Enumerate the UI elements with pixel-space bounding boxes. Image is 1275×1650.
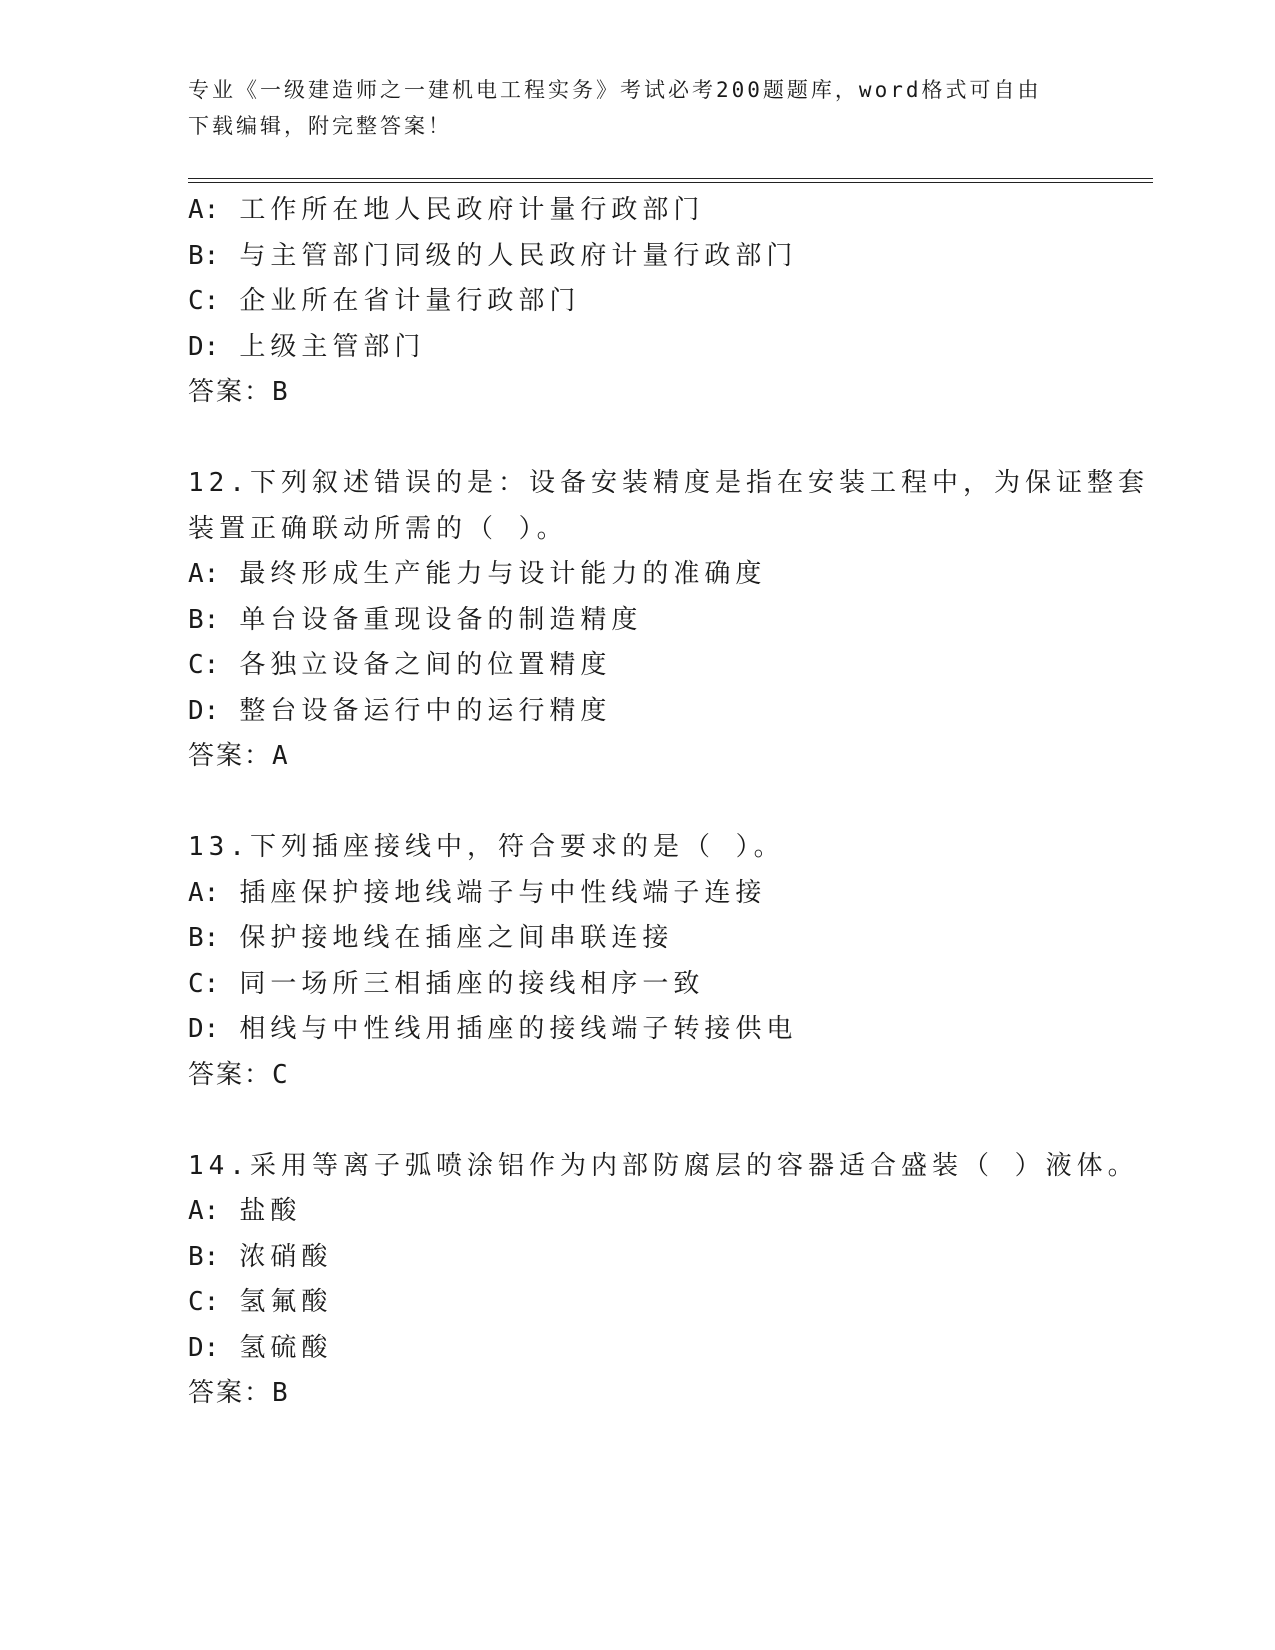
header-line-2: 下载编辑，附完整答案！: [188, 114, 452, 138]
option-a: A: 工作所在地人民政府计量行政部门: [188, 195, 705, 225]
option-text: 同一场所三相插座的接线相序一致: [239, 968, 705, 999]
question-block-11-continued: [188, 188, 1118, 416]
option-text: 保护接地线在插座之间串联连接: [239, 923, 674, 953]
option-text: 相线与中性线用插座的接线端子转接供电: [239, 1014, 798, 1044]
option-c: C: 各独立设备之间的位置精度: [188, 650, 612, 680]
option-text: 氢硫酸: [239, 1332, 333, 1363]
header-divider-bottom: [188, 182, 1153, 183]
option-text: 工作所在地人民政府计量行政部门: [239, 195, 705, 225]
option-text: 氢氟酸: [239, 1287, 333, 1317]
option-text: 插座保护接地线端子与中性线端子连接: [239, 877, 767, 908]
option-b: B: 浓硝酸: [188, 1241, 333, 1272]
option-text: 浓硝酸: [239, 1241, 333, 1272]
option-text: 上级主管部门: [239, 331, 426, 362]
option-text: 企业所在省计量行政部门: [239, 286, 581, 316]
option-text: 整台设备运行中的运行精度: [239, 695, 612, 726]
option-b: B: 与主管部门同级的人民政府计量行政部门: [188, 240, 798, 271]
option-a: A: 最终形成生产能力与设计能力的准确度: [188, 559, 767, 589]
answer-line: 答案：B: [188, 377, 290, 407]
option-text: 单台设备重现设备的制造精度: [239, 604, 643, 635]
header-divider-top: [188, 178, 1153, 179]
document-header: [188, 72, 1068, 144]
spacer: [188, 780, 1118, 826]
option-a: A: 插座保护接地线端子与中性线端子连接: [188, 877, 767, 908]
option-text: 与主管部门同级的人民政府计量行政部门: [239, 240, 798, 271]
option-c: C: 同一场所三相插座的接线相序一致: [188, 968, 705, 999]
option-b: B: 单台设备重现设备的制造精度: [188, 604, 643, 635]
question-stem-continued: 装置正确联动所需的（ ）。: [188, 513, 568, 544]
option-c: C: 企业所在省计量行政部门: [188, 286, 581, 316]
option-text: 最终形成生产能力与设计能力的准确度: [239, 559, 767, 589]
question-list: [188, 188, 1149, 1417]
option-text: 各独立设备之间的位置精度: [239, 650, 612, 680]
question-block-13: [188, 825, 1118, 1098]
question-block-12: [188, 461, 1149, 780]
option-d: D: 相线与中性线用插座的接线端子转接供电: [188, 1014, 798, 1044]
option-b: B: 保护接地线在插座之间串联连接: [188, 923, 674, 953]
answer-line: 答案：B: [188, 1378, 290, 1408]
option-d: D: 氢硫酸: [188, 1332, 333, 1363]
spacer: [188, 416, 1118, 462]
option-d: D: 整台设备运行中的运行精度: [188, 695, 612, 726]
option-a: A: 盐酸: [188, 1196, 302, 1226]
answer-line: 答案：C: [188, 1059, 290, 1090]
option-d: D: 上级主管部门: [188, 331, 426, 362]
question-block-14: [188, 1144, 1139, 1417]
option-c: C: 氢氟酸: [188, 1287, 333, 1317]
question-stem: 13.下列插座接线中，符合要求的是（ ）。: [188, 832, 785, 862]
header-line-1: 专业《一级建造师之一建机电工程实务》考试必考200题题库，word格式可自由: [188, 78, 1042, 102]
question-stem: 12.下列叙述错误的是：设备安装精度是指在安装工程中，为保证整套: [188, 468, 1149, 498]
answer-line: 答案：A: [188, 741, 290, 771]
spacer: [188, 1098, 1118, 1144]
option-text: 盐酸: [239, 1196, 302, 1226]
question-stem: 14.采用等离子弧喷涂铝作为内部防腐层的容器适合盛装（ ）液体。: [188, 1150, 1139, 1181]
